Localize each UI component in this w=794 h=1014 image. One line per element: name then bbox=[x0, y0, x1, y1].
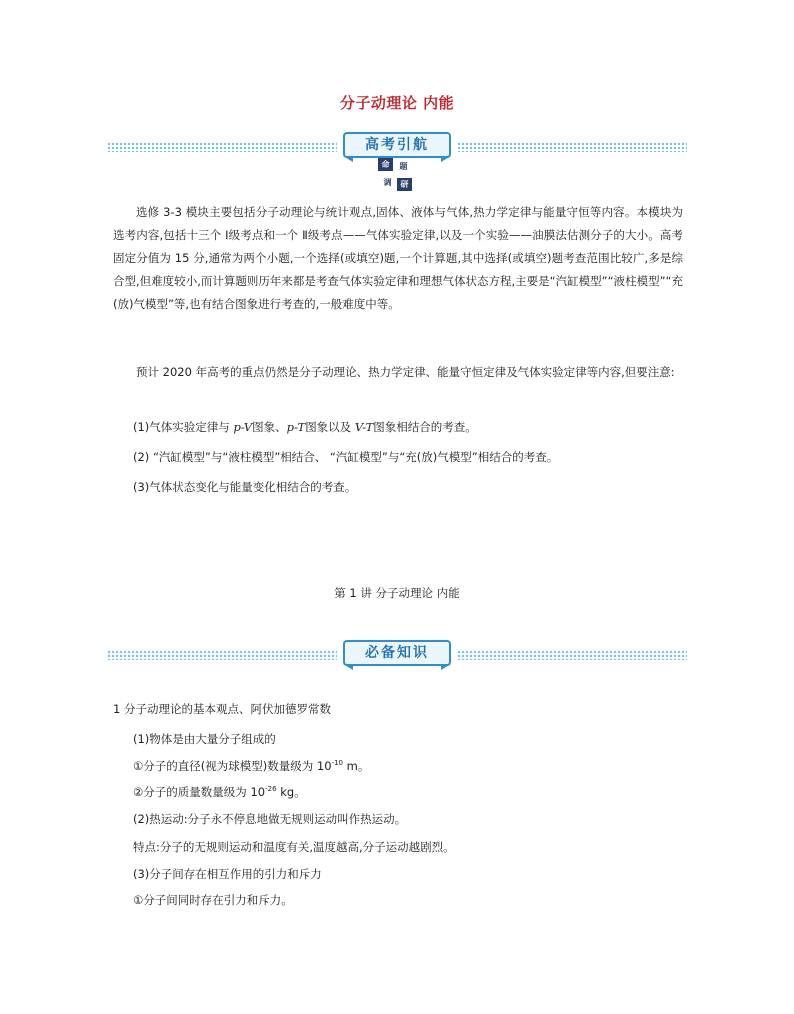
note-1: (1)气体实验定律与 p-V图象、p-T图象以及 V-T图象相结合的考查。 bbox=[133, 420, 477, 434]
knowledge-2: (2)热运动:分子永不停息地做无规则运动叫作热运动。 bbox=[133, 812, 407, 826]
intro-paragraph: 选修 3-3 模块主要包括分子动理论与统计观点,固体、液体与气体,热力学定律与能量守恒等内容。本模块为选考内容,包括十三个 Ⅰ级考点和一个 Ⅱ级考点——气体实验定律,以及一个实验——油膜法估测分子的大小。高考固定分值为 15 分,通常为两个小题,一个选择(或填空)题,一个计算题,其中选择(或填空)题考查范围比较广,多是综合型,但难度较小,而计算题则历年来都是考查气体实验定律和理想气体状态方程,主要是“汽缸模型”“液柱模型”“充(放)气模型”等,也有结合图象进行考查的,一般难度中等。 bbox=[113, 205, 683, 311]
dotted-rule-right bbox=[457, 650, 687, 660]
dotted-rule-left bbox=[107, 650, 337, 660]
seal-char: 题 bbox=[396, 160, 411, 173]
knowledge-3a: ①分子间同时存在引力和斥力。 bbox=[133, 893, 293, 907]
knowledge-3: (3)分子间存在相互作用的引力和斥力 bbox=[133, 867, 322, 881]
knowledge-1a: ①分子的直径(视为球模型)数量级为 $10^{-10}$ m。 bbox=[133, 759, 370, 773]
dotted-rule-left bbox=[107, 142, 337, 152]
knowledge-1b: ②分子的质量数量级为 $10^{-26}$ kg。 bbox=[133, 785, 306, 799]
lecture-title: 第 1 讲 分子动理论 内能 bbox=[334, 586, 460, 600]
note-2: (2) “汽缸模型”与“液柱模型”相结合、 “汽缸模型”与“充(放)气模型”相结合的考查。 bbox=[133, 450, 559, 464]
seal-icon bbox=[378, 158, 414, 192]
knowledge-2-feature: 特点:分子的无规则运动和温度有关,温度越高,分子运动越剧烈。 bbox=[133, 840, 455, 854]
forecast-paragraph: 预计 2020 年高考的重点仍然是分子动理论、热力学定律、能量守恒定律及气体实验定律等内容,但要注意: bbox=[136, 365, 675, 379]
knowledge-1: (1)物体是由大量分子组成的 bbox=[133, 732, 276, 746]
seal-char: 命 bbox=[378, 158, 393, 171]
section-banner-knowledge bbox=[107, 640, 687, 670]
banner-label: 高考引航 bbox=[343, 132, 451, 158]
note-3: (3)气体状态变化与能量变化相结合的考查。 bbox=[133, 480, 357, 494]
dotted-rule-right bbox=[457, 142, 687, 152]
banner-label: 必备知识 bbox=[343, 640, 451, 666]
item-1-heading: 1 分子动理论的基本观点、阿伏加德罗常数 bbox=[113, 702, 331, 716]
document-title: 分子动理论 内能 bbox=[339, 94, 455, 112]
seal-char: 研 bbox=[397, 178, 412, 191]
seal-char: 调 bbox=[380, 176, 395, 189]
